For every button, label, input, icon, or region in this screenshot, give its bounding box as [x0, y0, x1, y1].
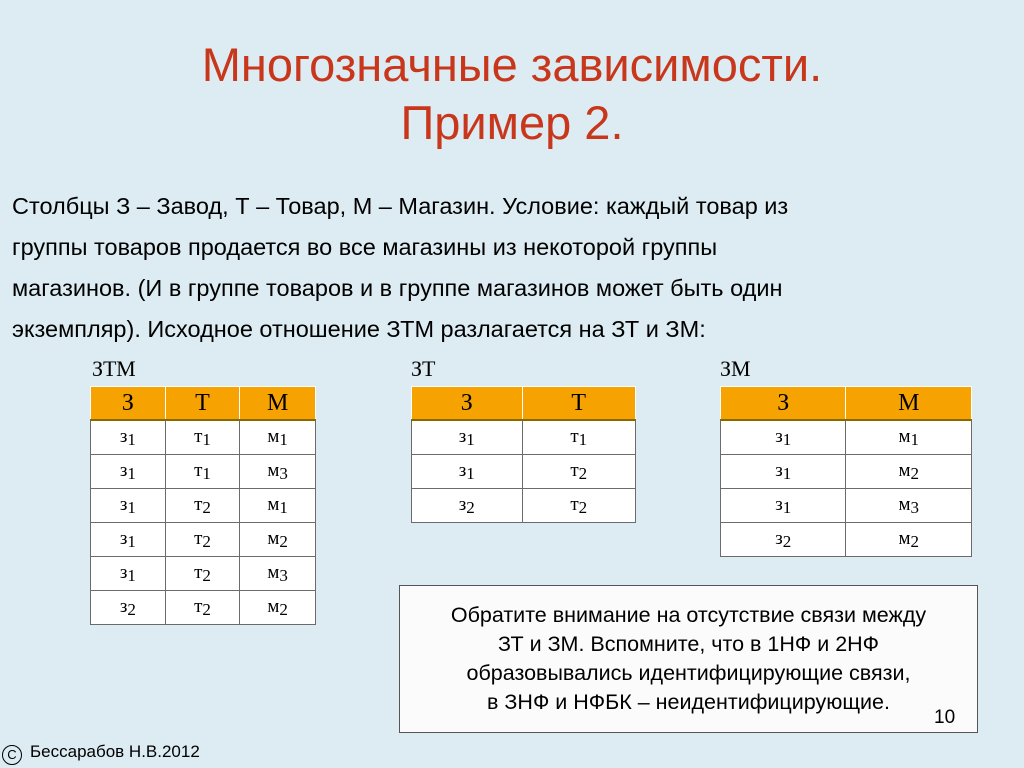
table-cell [522, 420, 636, 455]
note-line: ЗТ и ЗМ. Вспомните, что в 1НФ и 2НФ [497, 632, 880, 656]
table-cell [846, 489, 972, 523]
cell-letter: м [267, 561, 280, 583]
cell-index: 1 [202, 429, 211, 449]
table-label-zt: ЗТ [411, 356, 436, 381]
cell-index: 1 [127, 429, 136, 449]
table-cell [240, 523, 316, 557]
cell-index: 2 [578, 463, 588, 483]
cell-letter: з [119, 493, 128, 515]
table-cell [91, 489, 166, 523]
cell-letter: т [194, 527, 203, 549]
column-header: М [240, 387, 316, 421]
cell-letter: м [267, 425, 280, 447]
cell-letter: з [458, 493, 467, 515]
cell-letter: т [570, 459, 579, 481]
column-header: З [91, 387, 166, 421]
table-row [91, 557, 316, 591]
table-cell [522, 455, 636, 489]
column-header: З [412, 387, 523, 421]
table-cell [721, 489, 846, 523]
cell-index: 2 [279, 599, 288, 619]
cell-index: 3 [279, 463, 288, 483]
cell-letter: з [119, 561, 128, 583]
cell-index: 3 [279, 565, 288, 585]
table-cell [721, 420, 846, 455]
cell-letter: м [267, 595, 280, 617]
copyright-icon: C [2, 745, 22, 765]
footer-author: Бессарабов Н.В.2012 [30, 742, 200, 761]
cell-letter: т [194, 459, 203, 481]
table-row [91, 523, 316, 557]
cell-index: 1 [127, 497, 136, 517]
cell-index: 2 [910, 531, 919, 551]
cell-index: 2 [466, 497, 475, 517]
cell-letter: з [119, 425, 128, 447]
table-cell [165, 557, 240, 591]
table-cell [721, 523, 846, 557]
table-cell [412, 420, 523, 455]
table-cell [240, 455, 316, 489]
cell-index: 1 [782, 429, 792, 449]
table-cell [165, 489, 240, 523]
table-row [721, 523, 972, 557]
table-row [721, 455, 972, 489]
table-cell [91, 557, 166, 591]
cell-letter: м [267, 493, 280, 515]
cell-letter: м [267, 527, 280, 549]
table-cell [721, 455, 846, 489]
cell-index: 2 [782, 531, 792, 551]
table-row [91, 591, 316, 625]
cell-letter: т [194, 493, 203, 515]
note-line: Обратите внимание на отсутствие связи между [450, 603, 927, 627]
cell-letter: з [458, 425, 467, 447]
table-cell [240, 557, 316, 591]
table-header-row [721, 387, 972, 421]
cell-index: 1 [466, 429, 475, 449]
table-cell [91, 523, 166, 557]
table-cell [91, 455, 166, 489]
cell-letter: з [119, 527, 128, 549]
table-label-ztm: ЗТМ [92, 356, 136, 381]
cell-index: 2 [202, 497, 211, 517]
cell-letter: з [775, 459, 783, 481]
cell-index: 1 [782, 463, 792, 483]
note-line: в ЗНФ и НФБК – неидентифицирующие. [487, 690, 890, 714]
cell-letter: з [119, 595, 128, 617]
cell-index: 1 [279, 429, 288, 449]
cell-index: 1 [782, 497, 792, 517]
column-header: М [846, 387, 972, 421]
table-row [721, 420, 972, 455]
cell-letter: т [570, 425, 579, 447]
relation-table-ztm [90, 386, 316, 625]
table-header-row [91, 387, 316, 421]
table-cell [240, 591, 316, 625]
cell-letter: т [570, 493, 579, 515]
cell-letter: т [194, 595, 203, 617]
relation-table-zm [720, 386, 972, 557]
cell-letter: м [898, 493, 911, 515]
table-row [412, 489, 636, 523]
title-line-2: Пример 2. [400, 96, 624, 149]
cell-index: 2 [202, 565, 211, 585]
title-line-1: Многозначные зависимости. [201, 38, 823, 91]
cell-index: 2 [202, 599, 211, 619]
table-row [91, 420, 316, 455]
cell-letter: м [267, 459, 280, 481]
table-cell [846, 420, 972, 455]
cell-letter: з [775, 425, 783, 447]
cell-index: 1 [202, 463, 211, 483]
cell-index: 1 [127, 463, 136, 483]
cell-index: 2 [279, 531, 288, 551]
table-cell [165, 455, 240, 489]
cell-index: 2 [578, 497, 588, 517]
column-header: Т [522, 387, 636, 421]
cell-index: 1 [127, 565, 136, 585]
table-cell [846, 455, 972, 489]
cell-index: 1 [578, 429, 588, 449]
cell-letter: т [194, 561, 203, 583]
relation-table-zt [411, 386, 636, 523]
cell-letter: з [775, 527, 783, 549]
table-header-row [412, 387, 636, 421]
cell-letter: м [898, 425, 911, 447]
cell-index: 1 [910, 429, 919, 449]
body-line: Столбцы З – Завод, Т – Товар, М – Магазин. Условие: каждый товар из [12, 193, 789, 219]
body-line: экземпляр). Исходное отношение ЗТМ разлагается на ЗТ и ЗМ: [12, 316, 706, 342]
note-box [399, 585, 978, 733]
table-cell [165, 591, 240, 625]
body-paragraph [12, 186, 1012, 350]
table-cell [91, 420, 166, 455]
cell-letter: з [119, 459, 128, 481]
cell-letter: з [775, 493, 783, 515]
cell-index: 2 [910, 463, 919, 483]
table-row [412, 455, 636, 489]
table-cell [165, 420, 240, 455]
table-cell [240, 420, 316, 455]
page-number: 10 [934, 707, 956, 728]
table-cell [240, 489, 316, 523]
table-row [91, 455, 316, 489]
table-label-zm: ЗМ [720, 356, 751, 381]
body-line: магазинов. (И в группе товаров и в группе магазинов может быть один [12, 275, 783, 301]
cell-index: 1 [127, 531, 136, 551]
slide-title [0, 36, 1024, 152]
table-cell [165, 523, 240, 557]
column-header: Т [165, 387, 240, 421]
note-line: образовывались идентифицирующие связи, [466, 661, 911, 685]
cell-index: 2 [202, 531, 211, 551]
cell-letter: т [194, 425, 203, 447]
table-cell [91, 591, 166, 625]
cell-index: 2 [127, 599, 136, 619]
table-row [91, 489, 316, 523]
cell-letter: м [898, 459, 911, 481]
cell-index: 1 [466, 463, 475, 483]
table-cell [522, 489, 636, 523]
column-header: З [721, 387, 846, 421]
cell-letter: м [898, 527, 911, 549]
cell-index: 3 [910, 497, 919, 517]
table-row [721, 489, 972, 523]
table-row [412, 420, 636, 455]
footer [2, 741, 200, 765]
body-line: группы товаров продается во все магазины из некоторой группы [12, 234, 718, 260]
table-cell [412, 489, 523, 523]
cell-index: 1 [279, 497, 288, 517]
table-cell [846, 523, 972, 557]
table-cell [412, 455, 523, 489]
cell-letter: з [458, 459, 467, 481]
